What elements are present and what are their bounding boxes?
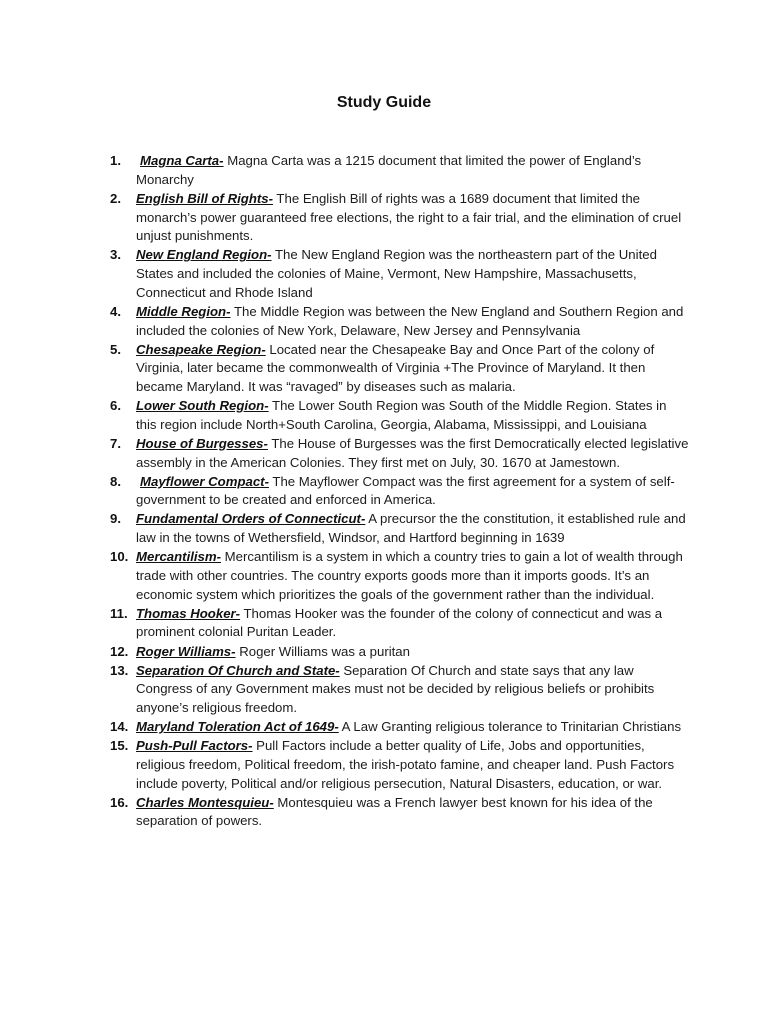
list-item <box>110 643 690 662</box>
item-description: The Middle Region was between the New England and Southern Region and included the colonies of New York, Delaware, New Jersey and Pennsylvania <box>136 303 684 338</box>
item-description: The New England Region was the northeastern part of the United States and included the colonies of Maine, Vermont, New Hampshire, Massachusetts, Connecticut and Rhode Island <box>136 247 657 300</box>
item-description: A precursor the the constitution, it established rule and law in the towns of Wethersfield, Windsor, and Hartford beginning in 1639 <box>136 511 686 546</box>
item-number: 16. <box>110 794 129 810</box>
item-number: 4. <box>110 303 121 319</box>
item-term: Push-Pull Factors- <box>136 738 253 754</box>
item-number: 13. <box>110 662 129 678</box>
item-number: 9. <box>110 511 121 527</box>
item-term: Thomas Hooker- <box>136 605 241 621</box>
item-description: Roger Williams was a puritan <box>235 643 410 659</box>
item-number: 10. <box>110 549 129 565</box>
list-item <box>110 397 690 434</box>
item-description: Magna Carta was a 1215 document that limited the power of England’s Monarchy <box>136 153 642 187</box>
item-number: 2. <box>110 190 121 206</box>
item-description: Montesquieu was a French lawyer best known for his idea of the separation of powers. <box>136 794 653 829</box>
item-description: The Mayflower Compact was the first agreement for a system of self-government to be created and enforced in America. <box>136 473 675 508</box>
item-term: Mayflower Compact- <box>140 473 269 489</box>
list-item <box>110 246 690 302</box>
item-description: Thomas Hooker was the founder of the colony of connecticut and was a prominent colonial Puritan Leader. <box>136 605 663 640</box>
item-term: New England Region- <box>136 247 272 263</box>
item-term: Lower South Region- <box>136 398 269 414</box>
item-description: Located near the Chesapeake Bay and Once Part of the colony of Virginia, later became the commonwealth of Virginia +The Province of Maryland. It then became Maryland. It was “ravaged” by diseases such as malaria. <box>136 341 655 394</box>
item-term: Chesapeake Region- <box>136 341 266 357</box>
list-item <box>110 605 690 642</box>
list-item <box>110 662 690 718</box>
item-number: 14. <box>110 719 129 735</box>
item-number: 3. <box>110 247 121 263</box>
page-title: Study Guide <box>336 94 432 111</box>
item-term: Fundamental Orders of Connecticut- <box>136 511 366 527</box>
item-number: 15. <box>110 738 129 754</box>
item-description: Separation Of Church and state says that any law Congress of any Government makes must not be decided by religious beliefs or prohibits anyone’s religious freedom. <box>136 662 655 716</box>
list-item <box>110 737 690 793</box>
study-guide-list <box>110 152 690 832</box>
item-term: English Bill of Rights- <box>136 190 273 206</box>
item-term: Separation Of Church and State- <box>136 662 340 678</box>
item-description: The English Bill of rights was a 1689 document that limited the monarch’s power guaranteed free elections, the right to a fair trial, and the elimination of cruel unjust punishments. <box>136 190 682 244</box>
item-number: 11. <box>110 605 128 621</box>
list-item <box>110 794 690 831</box>
list-item <box>110 190 690 246</box>
item-term: Mercantilism- <box>136 549 222 565</box>
list-item <box>110 548 690 604</box>
item-description: A Law Granting religious tolerance to Trinitarian Christians <box>338 719 682 735</box>
item-number: 7. <box>110 435 121 451</box>
list-item <box>110 341 690 397</box>
item-description: The House of Burgesses was the first Democratically elected legislative assembly in the American Colonies. They first met on July, 30. 1670 at Jamestown. <box>136 435 689 470</box>
list-item <box>110 435 690 472</box>
list-item <box>110 510 690 547</box>
item-term: House of Burgesses- <box>136 435 268 451</box>
item-description: Mercantilism is a system in which a country tries to gain a lot of wealth through trade with other countries. The country exports goods more than it imports goods. It’s an economic system which prioritizes the goals of the government rather than the individual. <box>136 549 683 602</box>
list-item <box>110 303 690 340</box>
item-number: 5. <box>110 341 121 357</box>
item-term: Magna Carta- <box>140 153 224 168</box>
item-number: 6. <box>110 398 121 414</box>
item-number: 1. <box>110 153 121 168</box>
item-term: Middle Region- <box>136 303 231 319</box>
list-item <box>110 718 690 737</box>
item-term: Maryland Toleration Act of 1649- <box>136 719 339 735</box>
item-description: Pull Factors include a better quality of Life, Jobs and opportunities, religious freedom, Political freedom, the irish-potato famine, and cheaper land. Push Factors include poverty, Political and/or religious persecution, Natural Disasters, education, or war. <box>136 738 675 791</box>
item-term: Roger Williams- <box>136 643 236 659</box>
list-item <box>110 473 690 510</box>
list-item <box>110 152 690 189</box>
item-number: 12. <box>110 643 129 659</box>
item-term: Charles Montesquieu- <box>136 794 274 810</box>
item-number: 8. <box>110 473 121 489</box>
item-description: The Lower South Region was South of the Middle Region. States in this region include North+South Carolina, Georgia, Alabama, Mississippi, and Louisiana <box>136 398 667 432</box>
